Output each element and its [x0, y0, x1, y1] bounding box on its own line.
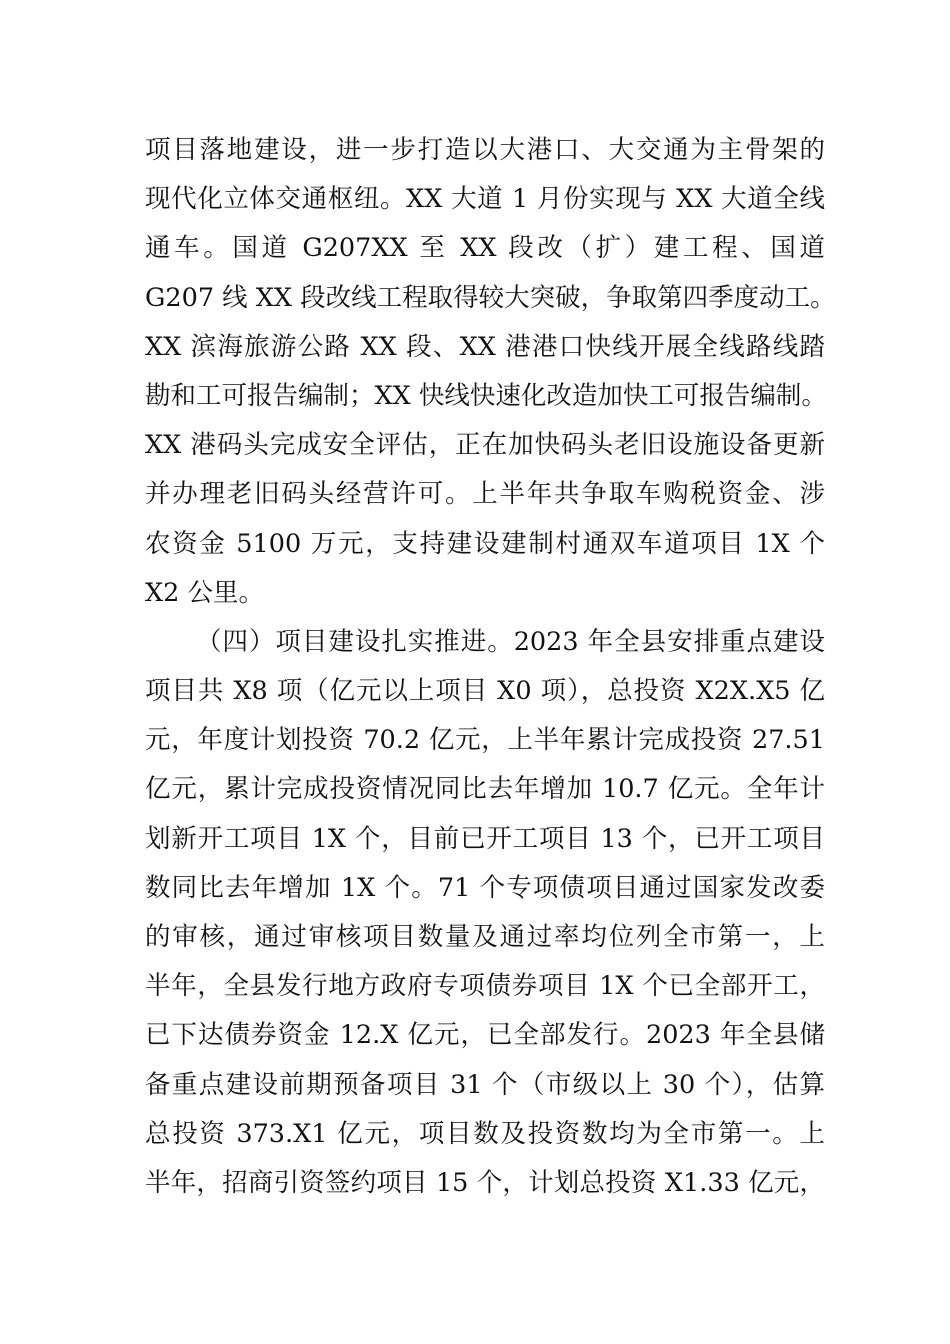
text-line: G207 线 XX 段改线工程取得较大突破，争取第四季度动工。	[145, 282, 836, 313]
text-line: 总投资 373.X1 亿元，项目数及投资数均为全市第一。上	[145, 1118, 825, 1149]
text-line: 数同比去年增加 1X 个。71 个专项债项目通过国家发改委	[145, 872, 825, 903]
text-line: XX 滨海旅游公路 XX 段、XX 港港口快线开展全线路线踏	[145, 331, 825, 362]
text-line: 半年，全县发行地方政府专项债券项目 1X 个已全部开工，	[145, 971, 825, 1002]
text-line: 的审核，通过审核项目数量及通过率均位列全市第一，上	[145, 922, 825, 952]
text-line: X2 公里。	[145, 577, 264, 608]
text-line: 划新开工项目 1X 个，目前已开工项目 13 个，已开工项目	[145, 823, 825, 854]
text-line: 通车。国道 G207XX 至 XX 段改（扩）建工程、国道	[145, 233, 825, 264]
text-line: 亿元，累计完成投资情况同比去年增加 10.7 亿元。全年计	[145, 774, 825, 805]
text-line: 项目落地建设，进一步打造以大港口、大交通为主骨架的	[145, 135, 825, 165]
text-line: 备重点建设前期预备项目 31 个（市级以上 30 个），估算	[145, 1069, 825, 1100]
text-line: 元，年度计划投资 70.2 亿元，上半年累计完成投资 27.51	[145, 725, 825, 756]
text-line: 农资金 5100 万元，支持建设建制村通双车道项目 1X 个	[145, 528, 825, 559]
text-line: 勘和工可报告编制；XX 快线快速化改造加快工可报告编制。	[145, 380, 827, 411]
text-line: 半年，招商引资签约项目 15 个，计划总投资 X1.33 亿元，	[145, 1167, 825, 1198]
text-line: XX 港码头完成安全评估，正在加快码头老旧设施设备更新	[145, 430, 825, 461]
text-line: 并办理老旧码头经营许可。上半年共争取车购税资金、涉	[145, 479, 825, 510]
section-heading-line: （四）项目建设扎实推进。2023 年全县安排重点建设	[196, 626, 825, 657]
body-text	[145, 126, 836, 1208]
text-line: 现代化立体交通枢纽。XX 大道 1 月份实现与 XX 大道全线	[145, 184, 825, 215]
text-line: 项目共 X8 项（亿元以上项目 X0 项），总投资 X2X.X5 亿	[145, 676, 825, 707]
text-line: 已下达债券资金 12.X 亿元，已全部发行。2023 年全县储	[145, 1020, 825, 1051]
